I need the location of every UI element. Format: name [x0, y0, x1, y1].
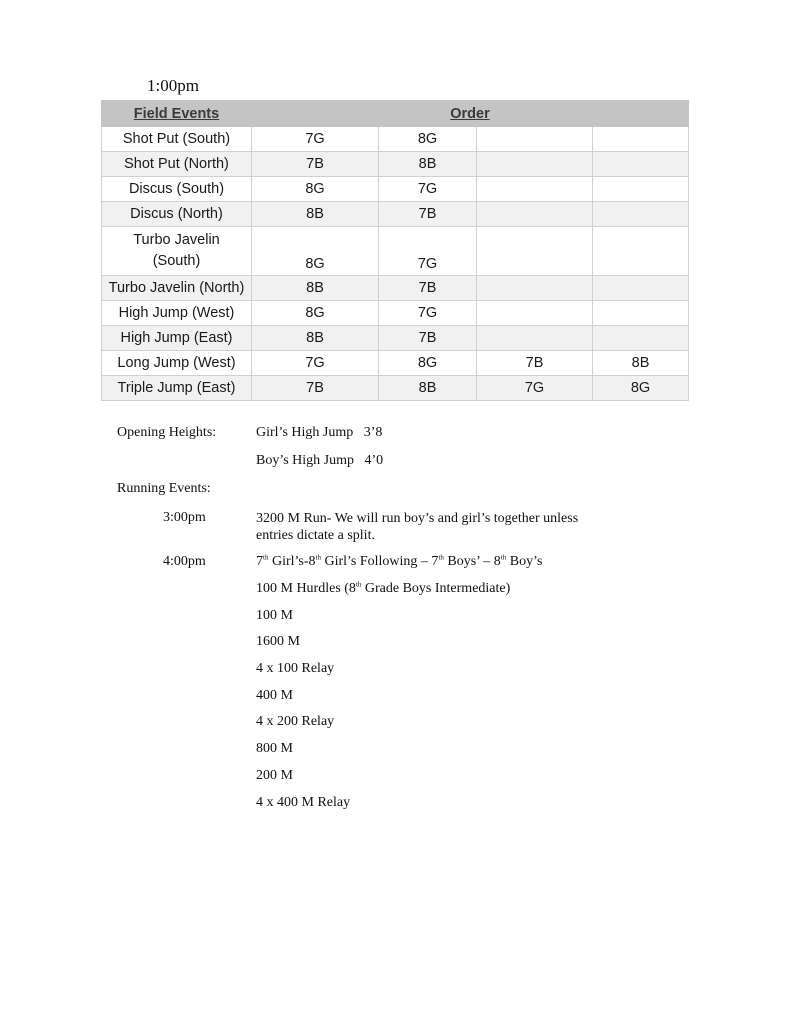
event-name: Discus (South) [102, 177, 252, 202]
running-event-item: 4 x 200 Relay [256, 714, 335, 729]
running-order-line [256, 554, 542, 570]
order-cell [593, 177, 689, 202]
running-event-item: 100 M [256, 608, 293, 623]
time-4pm: 4:00pm [163, 554, 206, 569]
event-name: Long Jump (West) [102, 351, 252, 376]
order-cell: 8G [379, 351, 477, 376]
order-cell: 8B [252, 276, 379, 301]
order-cell [593, 326, 689, 351]
order-cell [477, 177, 593, 202]
boys-high-jump-height [256, 453, 383, 469]
text-part: Boys’ – 8 [443, 554, 501, 569]
event-name-line: Turbo Javelin [133, 232, 220, 248]
order-cell: 8B [379, 152, 477, 177]
order-cell [593, 202, 689, 227]
running-event-item: 400 M [256, 688, 293, 703]
running-event-item: 800 M [256, 741, 293, 756]
order-cell [593, 276, 689, 301]
ordinal-suffix: th [438, 553, 444, 562]
table-row [102, 202, 689, 227]
running-event-item: 1600 M [256, 634, 300, 649]
text-part: Girl’s-8 [268, 554, 316, 569]
order-cell: 8G [379, 127, 477, 152]
order-cell: 8B [593, 351, 689, 376]
running-events-label: Running Events: [117, 481, 211, 496]
girls-high-jump-label: Girl’s High Jump [256, 425, 354, 440]
order-cell [593, 127, 689, 152]
table-row [102, 127, 689, 152]
text-part: 100 M Hurdles (8 [256, 581, 356, 596]
order-cell [477, 276, 593, 301]
order-cell: 8G [252, 227, 379, 276]
event-name-line: (South) [152, 253, 201, 269]
time-3pm: 3:00pm [163, 510, 206, 525]
order-cell [477, 127, 593, 152]
text-part: Girl’s Following – 7 [320, 554, 439, 569]
ordinal-suffix: th [263, 553, 269, 562]
order-cell: 7G [379, 227, 477, 276]
order-header: Order [252, 101, 689, 127]
table-row [102, 152, 689, 177]
event-name: Triple Jump (East) [102, 376, 252, 401]
order-cell: 8G [252, 301, 379, 326]
event-name: Turbo Javelin (North) [102, 276, 252, 301]
order-cell: 7G [252, 351, 379, 376]
start-time: 1:00pm [147, 76, 199, 95]
table-row [102, 376, 689, 401]
order-cell: 7B [379, 326, 477, 351]
event-name: Discus (North) [102, 202, 252, 227]
order-cell [477, 326, 593, 351]
table-row [102, 177, 689, 202]
event-name [102, 227, 252, 276]
order-cell [477, 202, 593, 227]
order-cell: 7B [252, 376, 379, 401]
order-cell: 8B [252, 326, 379, 351]
ordinal-suffix: th [500, 553, 507, 562]
ordinal-suffix: th [355, 580, 362, 589]
running-event-item: 200 M [256, 768, 293, 783]
order-cell: 7G [379, 177, 477, 202]
hurdles-event [256, 581, 510, 597]
opening-heights-label: Opening Heights: [117, 425, 217, 440]
order-cell: 8B [379, 376, 477, 401]
table-row [102, 276, 689, 301]
order-cell: 7G [477, 376, 593, 401]
girls-high-jump-height [256, 425, 382, 441]
field-events-table [101, 100, 689, 401]
table-row [102, 326, 689, 351]
table-header-row [102, 101, 689, 127]
order-cell [477, 227, 593, 276]
text-part: 7 [256, 554, 263, 569]
order-cell [593, 227, 689, 276]
order-cell: 8G [593, 376, 689, 401]
order-cell: 8G [252, 177, 379, 202]
field-events-header: Field Events [102, 101, 252, 127]
event-name: Shot Put (South) [102, 127, 252, 152]
order-cell [593, 301, 689, 326]
order-cell [477, 152, 593, 177]
order-cell: 7B [379, 202, 477, 227]
run-3200-note: 3200 M Run- We will run boy’s and girl’s together unless entries dictate a split. [256, 511, 579, 543]
table-row [102, 351, 689, 376]
table-row [102, 301, 689, 326]
event-name: High Jump (East) [102, 326, 252, 351]
order-cell: 8B [252, 202, 379, 227]
boys-height-value: 4’0 [364, 453, 384, 468]
ordinal-suffix: th [315, 553, 321, 562]
order-cell [593, 152, 689, 177]
event-name: Shot Put (North) [102, 152, 252, 177]
text-part: Grade Boys Intermediate) [361, 581, 511, 596]
girls-height-value: 3’8 [363, 425, 383, 440]
table-row [102, 227, 689, 276]
order-cell [477, 301, 593, 326]
running-event-item: 4 x 100 Relay [256, 661, 335, 676]
order-cell: 7G [252, 127, 379, 152]
running-event-item: 4 x 400 M Relay [256, 795, 351, 810]
order-cell: 7B [477, 351, 593, 376]
order-cell: 7G [379, 301, 477, 326]
text-part: Boy’s [506, 554, 543, 569]
event-name: High Jump (West) [102, 301, 252, 326]
order-cell: 7B [252, 152, 379, 177]
order-cell: 7B [379, 276, 477, 301]
boys-high-jump-label: Boy’s High Jump [256, 453, 355, 468]
